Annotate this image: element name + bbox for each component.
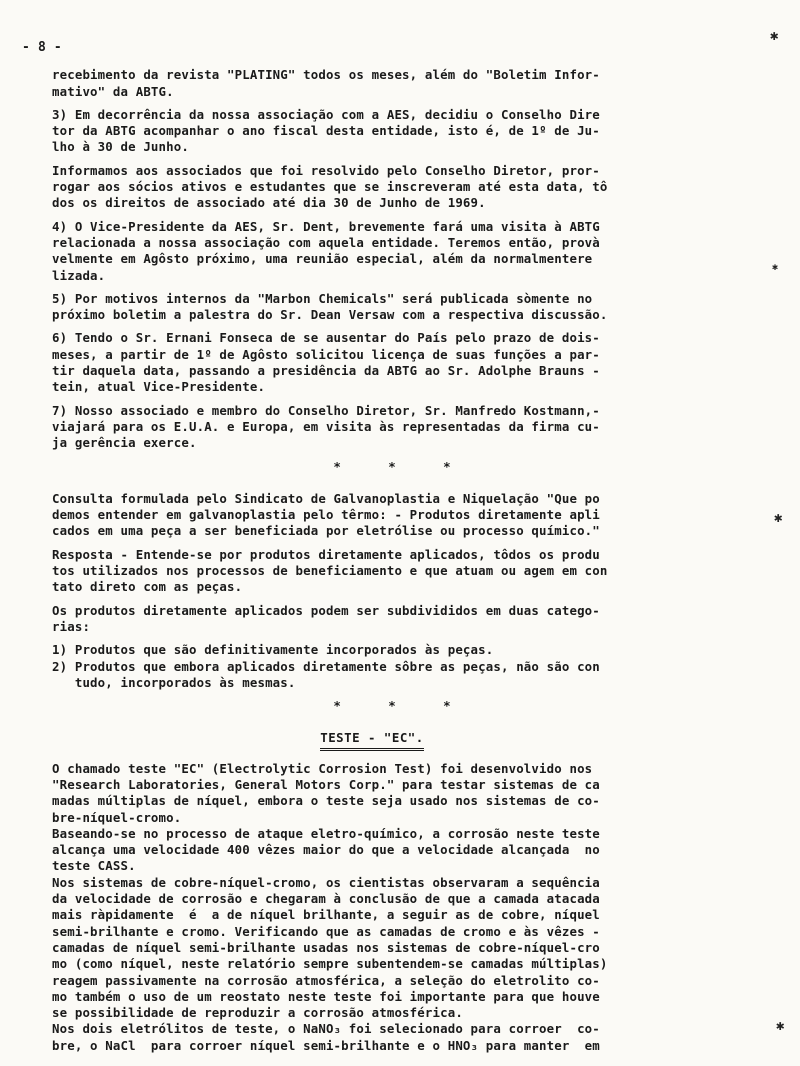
paragraph: Resposta - Entende-se por produtos diretamente aplicados, tôdos os produ tos utilizados nos processos de beneficiamento e que atuam ou agem em con tato direto com as peças. xyxy=(52,546,608,595)
paragraph: 5) Por motivos internos da "Marbon Chemicals" será publicada sòmente no próximo boletim a palestra do Sr. Dean Versaw com a respectiva discussão. xyxy=(52,290,608,323)
paragraph: Consulta formulada pelo Sindicato de Galvanoplastia e Niquelação "Que po demos entender em galvanoplastia pelo têrmo: - Produtos diretamente apli cados em uma peça a ser beneficiada por eletrólise ou processo químico." xyxy=(52,490,600,539)
paragraph: 6) Tendo o Sr. Ernani Fonseca de se ausentar do País pelo prazo de dois- meses, a partir de 1º de Agôsto solicitou licença de suas funções a par- tir daquela data, passando a presidência da ABTG ao Sr. Adolphe Brauns - tein, atual Vice-Presidente. xyxy=(52,330,600,395)
separator: * * * xyxy=(333,458,471,474)
margin-mark-icon: ✱ xyxy=(772,262,779,273)
paragraph: 3) Em decorrência da nossa associação com a AES, decidiu o Conselho Dire tor da ABTG acompanhar o ano fiscal desta entidade, isto é, de 1º de Ju- lho à 30 de Junho. xyxy=(52,106,600,155)
paragraph: 4) O Vice-Presidente da AES, Sr. Dent, brevemente fará uma visita à ABTG relacionada a nossa associação com aquela entidade. Teremos então, provà velmente em Agôsto próximo, uma reunião especial, além da normalmentere lizada. xyxy=(52,218,600,283)
margin-mark-icon: ✱ xyxy=(774,510,783,526)
margin-mark-icon: ✱ xyxy=(776,1018,785,1034)
paragraph: Nos sistemas de cobre-níquel-cromo, os cientistas observaram a sequência da velocidade de corrosão e chegaram à conclusão de que a camada atacada mais ràpidamente é a de níquel brilhante, a seguir as de cobre, níquel semi-brilhante e cromo. Verificando que as camadas de cromo e às vêzes - camadas de níquel semi-brilhante usadas nos sistemas de cobre-níquel-cro mo (como níquel, neste relatório sempre subentendem-se camadas múltiplas) reagem passivamente na corrosão atmosférica, a seleção do eletrolito co- mo também o uso de um reostato neste teste foi importante para que houve se possibilidade de reproduzir a corrosão atmosférica. xyxy=(52,874,608,1021)
paragraph: Informamos aos associados que foi resolvido pelo Conselho Diretor, pror- rogar aos sócios ativos e estudantes que se inscreveram até esta data, tô dos os direitos de associado até dia 30 de Junho de 1969. xyxy=(52,162,608,211)
paragraph: Baseando-se no processo de ataque eletro-químico, a corrosão neste teste alcança uma velocidade 400 vêzes maior do que a velocidade alcançada no teste CASS. xyxy=(52,825,600,874)
paragraph: Os produtos diretamente aplicados podem ser subdivididos em duas catego- rias: xyxy=(52,602,600,634)
list-item: 1) Produtos que são definitivamente incorporados às peças. xyxy=(52,642,494,658)
paragraph: O chamado teste "EC" (Electrolytic Corrosion Test) foi desenvolvido nos "Research Laboratories, General Motors Corp." para testar sistemas de ca madas múltiplas de níquel, embora o teste seja usado nos sistemas de co- bre-níquel-cromo. xyxy=(52,760,600,825)
margin-mark-icon: ✱ xyxy=(770,28,779,44)
list-item: 2) Produtos que embora aplicados diretamente sôbre as peças, não são con tudo, incorporados às mesmas. xyxy=(52,658,600,690)
document-page xyxy=(22,40,692,1054)
paragraph: recebimento da revista "PLATING" todos os meses, além do "Boletim Infor- mativo" da ABTG. xyxy=(52,67,600,99)
section-title xyxy=(52,730,692,750)
page-number: - 8 - xyxy=(22,40,62,55)
separator: * * * xyxy=(333,698,471,714)
section-title-text: TESTE - "EC". xyxy=(320,730,423,750)
paragraph: 7) Nosso associado e membro do Conselho Diretor, Sr. Manfredo Kostmann,- viajará para os E.U.A. e Europa, em visita às representadas da firma cu- ja gerência exerce. xyxy=(52,402,600,451)
paragraph: Nos dois eletrólitos de teste, o NaNO₃ foi selecionado para corroer co- bre, o NaCl para corroer níquel semi-brilhante e o HNO₃ para manter em xyxy=(52,1021,600,1053)
